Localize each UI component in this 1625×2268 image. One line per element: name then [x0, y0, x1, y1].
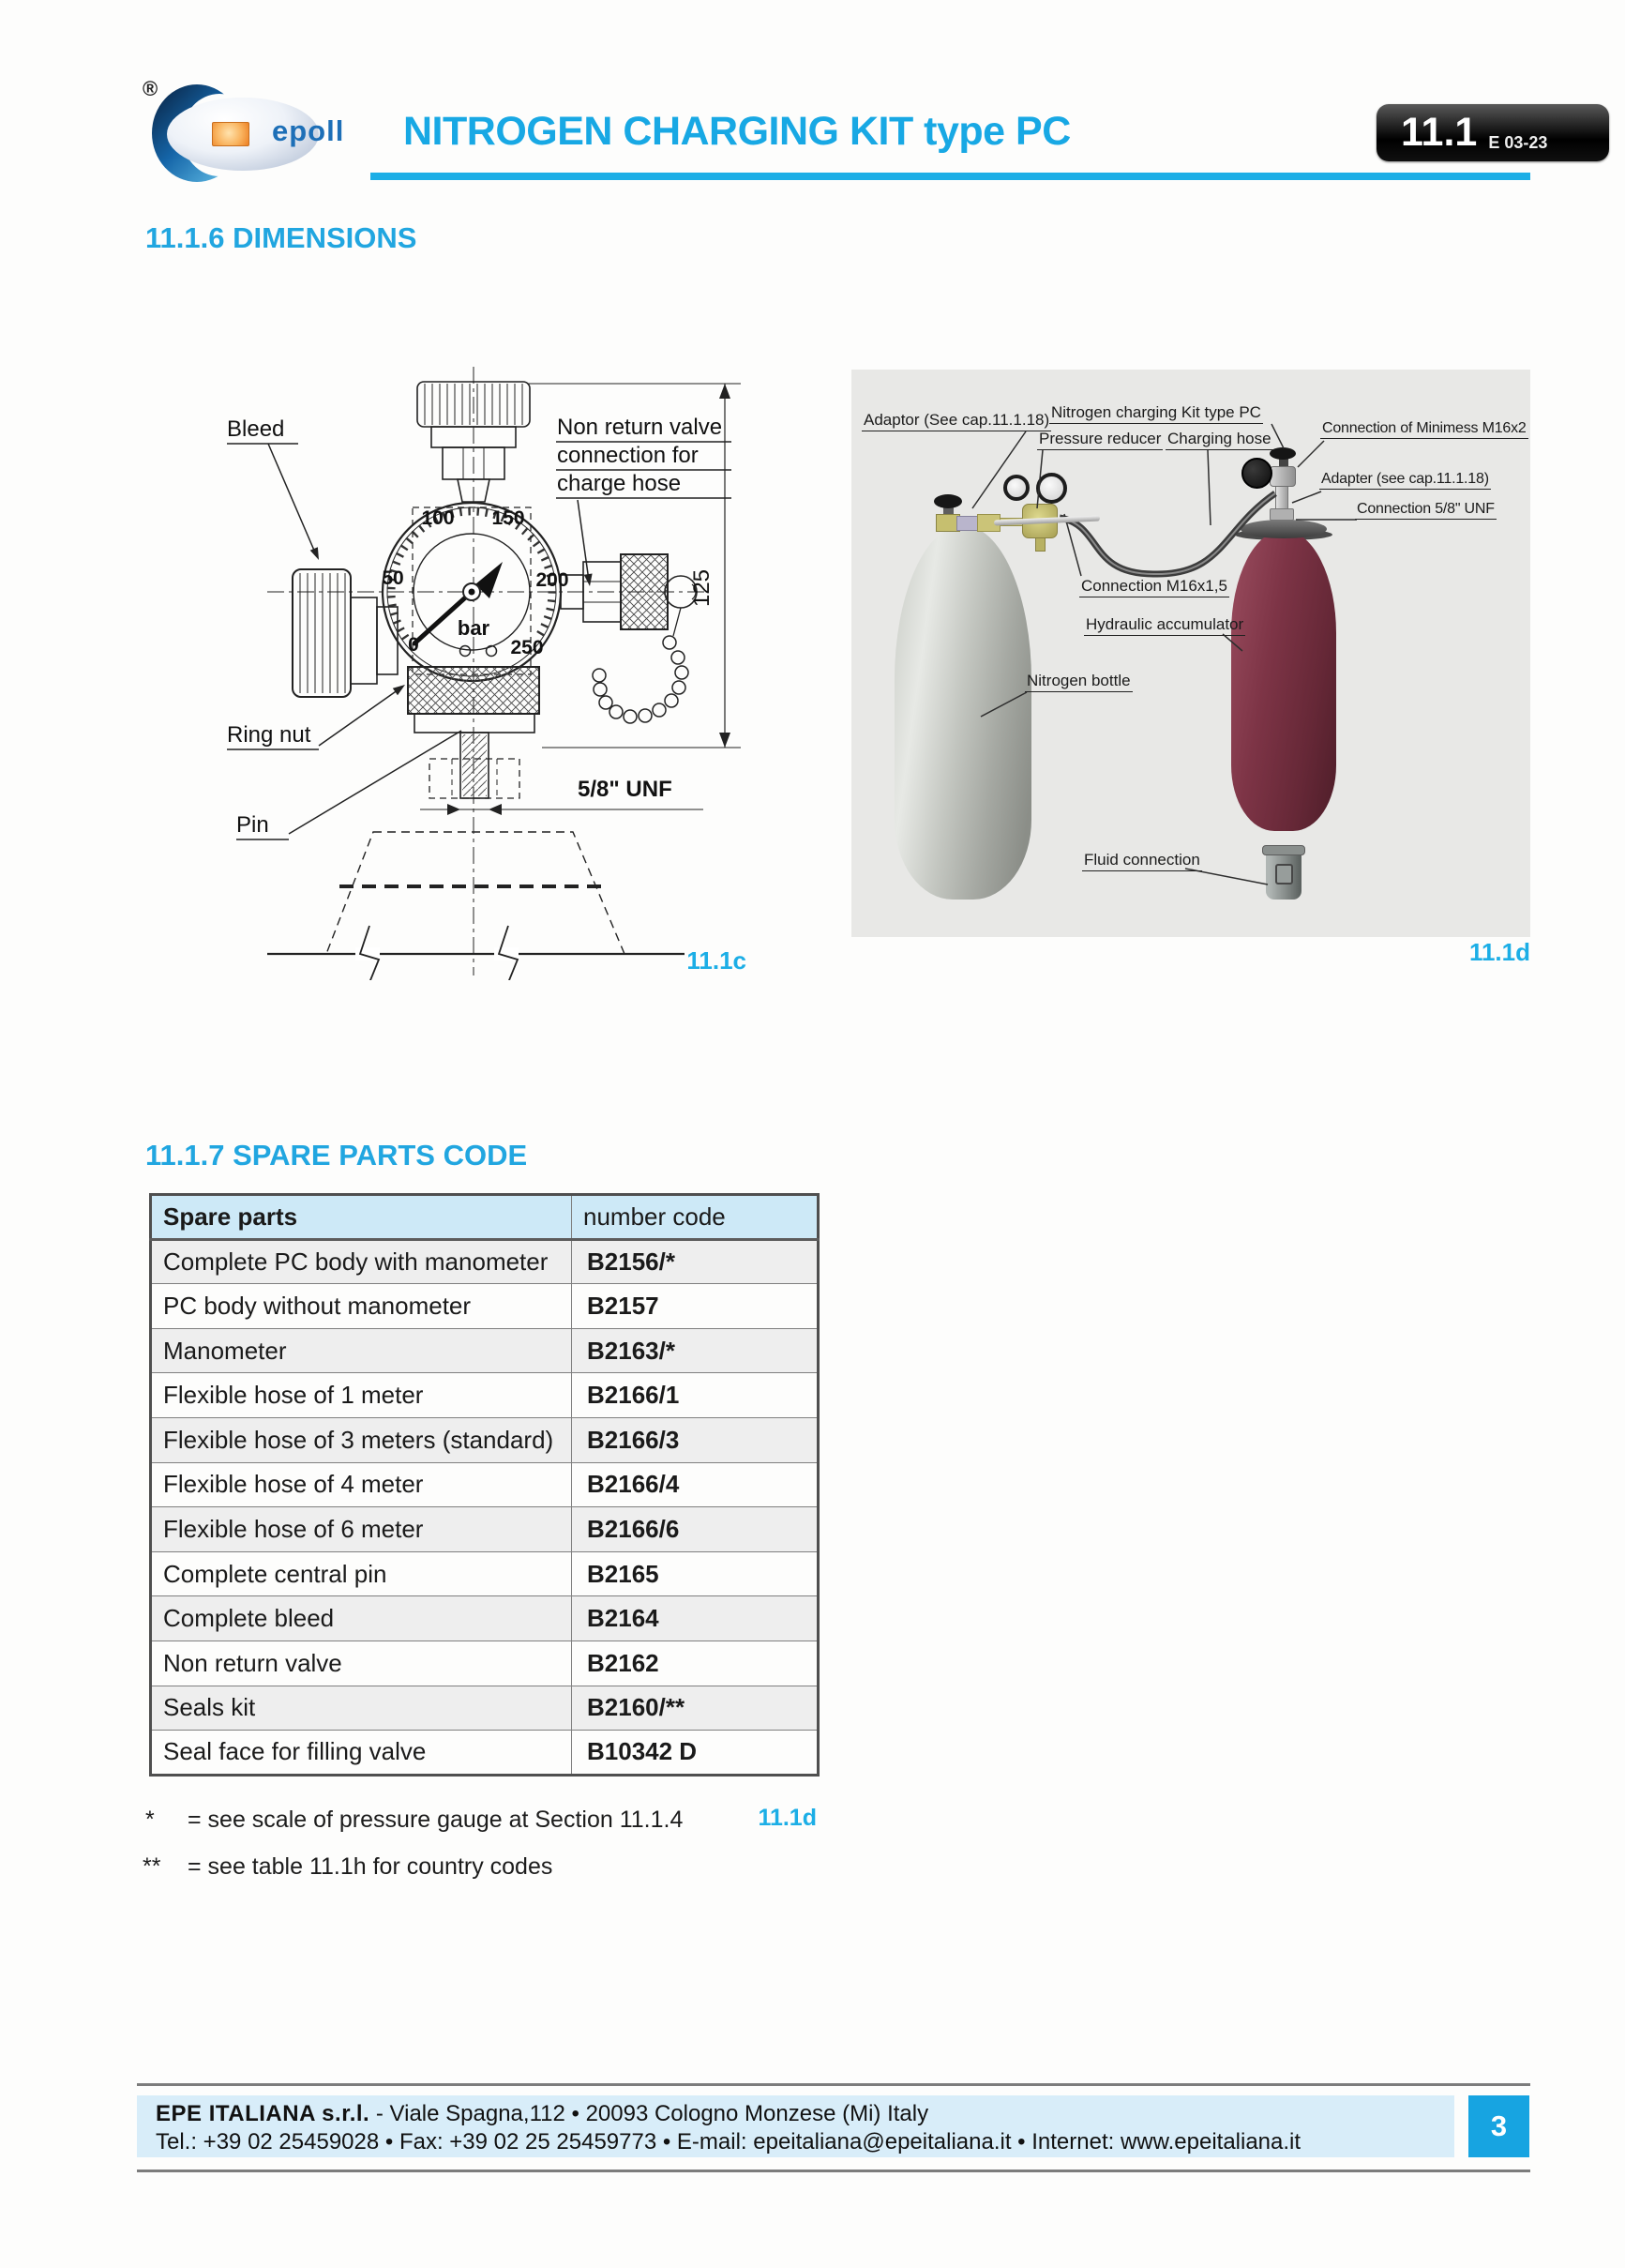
- adaptor-label: Adaptor (See cap.11.1.18): [862, 411, 1051, 431]
- part-name: Flexible hose of 1 meter: [151, 1373, 572, 1418]
- height-dimension-value: 125: [689, 568, 715, 608]
- footnote-star-text: = see scale of pressure gauge at Section 11.1.4: [188, 1807, 684, 1833]
- gauge-tick-150: 150: [491, 507, 525, 529]
- footer-contacts-line: Tel.: +39 02 25459028 • Fax: +39 02 25 25459773 • E-mail: epeitaliana@epeitaliana.it • Internet: www.epeitaliana.it: [156, 2129, 1302, 2155]
- table-row: [151, 1686, 819, 1731]
- gauge-unit: bar: [457, 616, 490, 640]
- part-code: B2166/1: [572, 1373, 819, 1418]
- table-row: [151, 1462, 819, 1507]
- part-name: Seal face for filling valve: [151, 1731, 572, 1776]
- section-badge: [1377, 104, 1609, 161]
- part-code: B2160/**: [572, 1686, 819, 1731]
- part-code: B2157: [572, 1284, 819, 1329]
- minimess-label: Connection of Minimess M16x2: [1320, 420, 1528, 439]
- gauge-tick-50: 50: [382, 567, 404, 589]
- gauge-tick-250: 250: [510, 637, 544, 658]
- cap-chain: [593, 636, 688, 723]
- gauge-tick-100: 100: [421, 507, 455, 529]
- logo-wordmark: epoll: [272, 114, 345, 147]
- table-row: [151, 1596, 819, 1641]
- part-code: B2166/6: [572, 1507, 819, 1552]
- part-code: B2162: [572, 1641, 819, 1686]
- epoll-logo: [141, 73, 384, 186]
- nrv-label-line3: charge hose: [557, 471, 682, 496]
- thread-label: 5/8" UNF: [578, 777, 672, 802]
- part-code: B2164: [572, 1596, 819, 1641]
- part-name: Complete PC body with manometer: [151, 1239, 572, 1284]
- kit-name-label: Nitrogen charging Kit type PC: [1049, 403, 1263, 424]
- column-header-number-code: number code: [572, 1195, 819, 1240]
- accumulator-outline-dashed: [326, 832, 624, 954]
- pressure-reducer-label: Pressure reducer: [1037, 430, 1163, 450]
- part-code: B2163/*: [572, 1328, 819, 1373]
- table-row: [151, 1373, 819, 1418]
- hydraulic-accumulator-label: Hydraulic accumulator: [1084, 615, 1245, 636]
- figure-caption-11-1c: 11.1c: [686, 946, 746, 975]
- badge-edition: E 03-23: [1488, 133, 1548, 152]
- installation-illustration: [851, 370, 1530, 937]
- fluid-connection-label: Fluid connection: [1082, 851, 1202, 871]
- bleed-label: Bleed: [227, 416, 285, 442]
- table-row: [151, 1551, 819, 1596]
- spare-parts-heading: 11.1.7 SPARE PARTS CODE: [145, 1139, 528, 1172]
- column-header-spare-parts: Spare parts: [151, 1195, 572, 1240]
- ring-nut-part: [408, 667, 539, 714]
- footnote-star-symbol: *: [145, 1807, 155, 1833]
- part-name: PC body without manometer: [151, 1284, 572, 1329]
- header-rule: [370, 173, 1530, 180]
- non-return-valve-cap: [621, 554, 668, 629]
- footer-company: EPE ITALIANA s.r.l.: [156, 2101, 370, 2126]
- page-title: NITROGEN CHARGING KIT type PC: [403, 109, 1071, 154]
- table-row: [151, 1641, 819, 1686]
- gauge-tick-200: 200: [535, 569, 569, 591]
- footer-address: - Viale Spagna,112 • 20093 Cologno Monzese (Mi) Italy: [369, 2101, 929, 2126]
- connection-unf-label: Connection 5/8" UNF: [1355, 501, 1497, 520]
- part-name: Complete bleed: [151, 1596, 572, 1641]
- part-code: B10342 D: [572, 1731, 819, 1776]
- pin-label: Pin: [236, 812, 269, 838]
- footer-rule-top: [137, 2083, 1530, 2086]
- dimension-drawing: [178, 361, 750, 980]
- badge-section-number: 11.1: [1401, 110, 1478, 155]
- nrv-label-line1: Non return valve: [557, 415, 723, 440]
- page-number-badge: [1468, 2095, 1529, 2157]
- nitrogen-bottle-label: Nitrogen bottle: [1025, 672, 1133, 692]
- part-code: B2166/4: [572, 1462, 819, 1507]
- footnote-double-star-text: = see table 11.1h for country codes: [188, 1853, 553, 1880]
- charging-hose-graphic: [1060, 493, 1275, 574]
- charging-kit-gauge: [1241, 458, 1272, 489]
- part-name: Manometer: [151, 1328, 572, 1373]
- table-row: [151, 1284, 819, 1329]
- pin-part: [462, 734, 487, 796]
- spare-parts-table: [149, 1193, 820, 1777]
- part-code: B2165: [572, 1551, 819, 1596]
- table-row: [151, 1239, 819, 1284]
- footer-address-line: [156, 2100, 1454, 2128]
- nrv-label-line2: connection for: [557, 443, 699, 468]
- gauge-tick-0: 0: [408, 634, 419, 656]
- charging-hose-label: Charging hose: [1166, 430, 1273, 450]
- bleed-knob: [293, 569, 351, 697]
- table-row: [151, 1417, 819, 1462]
- part-code: B2156/*: [572, 1239, 819, 1284]
- part-name: Flexible hose of 6 meter: [151, 1507, 572, 1552]
- logo-orange-square-icon: [212, 122, 249, 146]
- part-name: Flexible hose of 3 meters (standard): [151, 1417, 572, 1462]
- ring-nut-label: Ring nut: [227, 722, 311, 748]
- table-row: [151, 1507, 819, 1552]
- connection-m16-label: Connection M16x1,5: [1079, 577, 1229, 597]
- part-name: Flexible hose of 4 meter: [151, 1462, 572, 1507]
- figure-caption-11-1d: 11.1d: [1468, 938, 1530, 966]
- footnote-figure-ref: 11.1d: [758, 1805, 817, 1831]
- footnote-double-star-symbol: **: [143, 1853, 161, 1880]
- table-row: [151, 1731, 819, 1776]
- registered-trademark-icon: ®: [143, 77, 158, 100]
- part-name: Seals kit: [151, 1686, 572, 1731]
- footer-band: [137, 2095, 1454, 2157]
- adapter-label: Adapter (see cap.11.1.18): [1319, 471, 1491, 490]
- table-row: [151, 1328, 819, 1373]
- part-code: B2166/3: [572, 1417, 819, 1462]
- dimensions-heading: 11.1.6 DIMENSIONS: [145, 221, 417, 254]
- table-header-row: [151, 1195, 819, 1240]
- part-name: Complete central pin: [151, 1551, 572, 1596]
- part-name: Non return valve: [151, 1641, 572, 1686]
- footer-rule-bottom: [137, 2170, 1530, 2172]
- page-number: 3: [1490, 2109, 1508, 2142]
